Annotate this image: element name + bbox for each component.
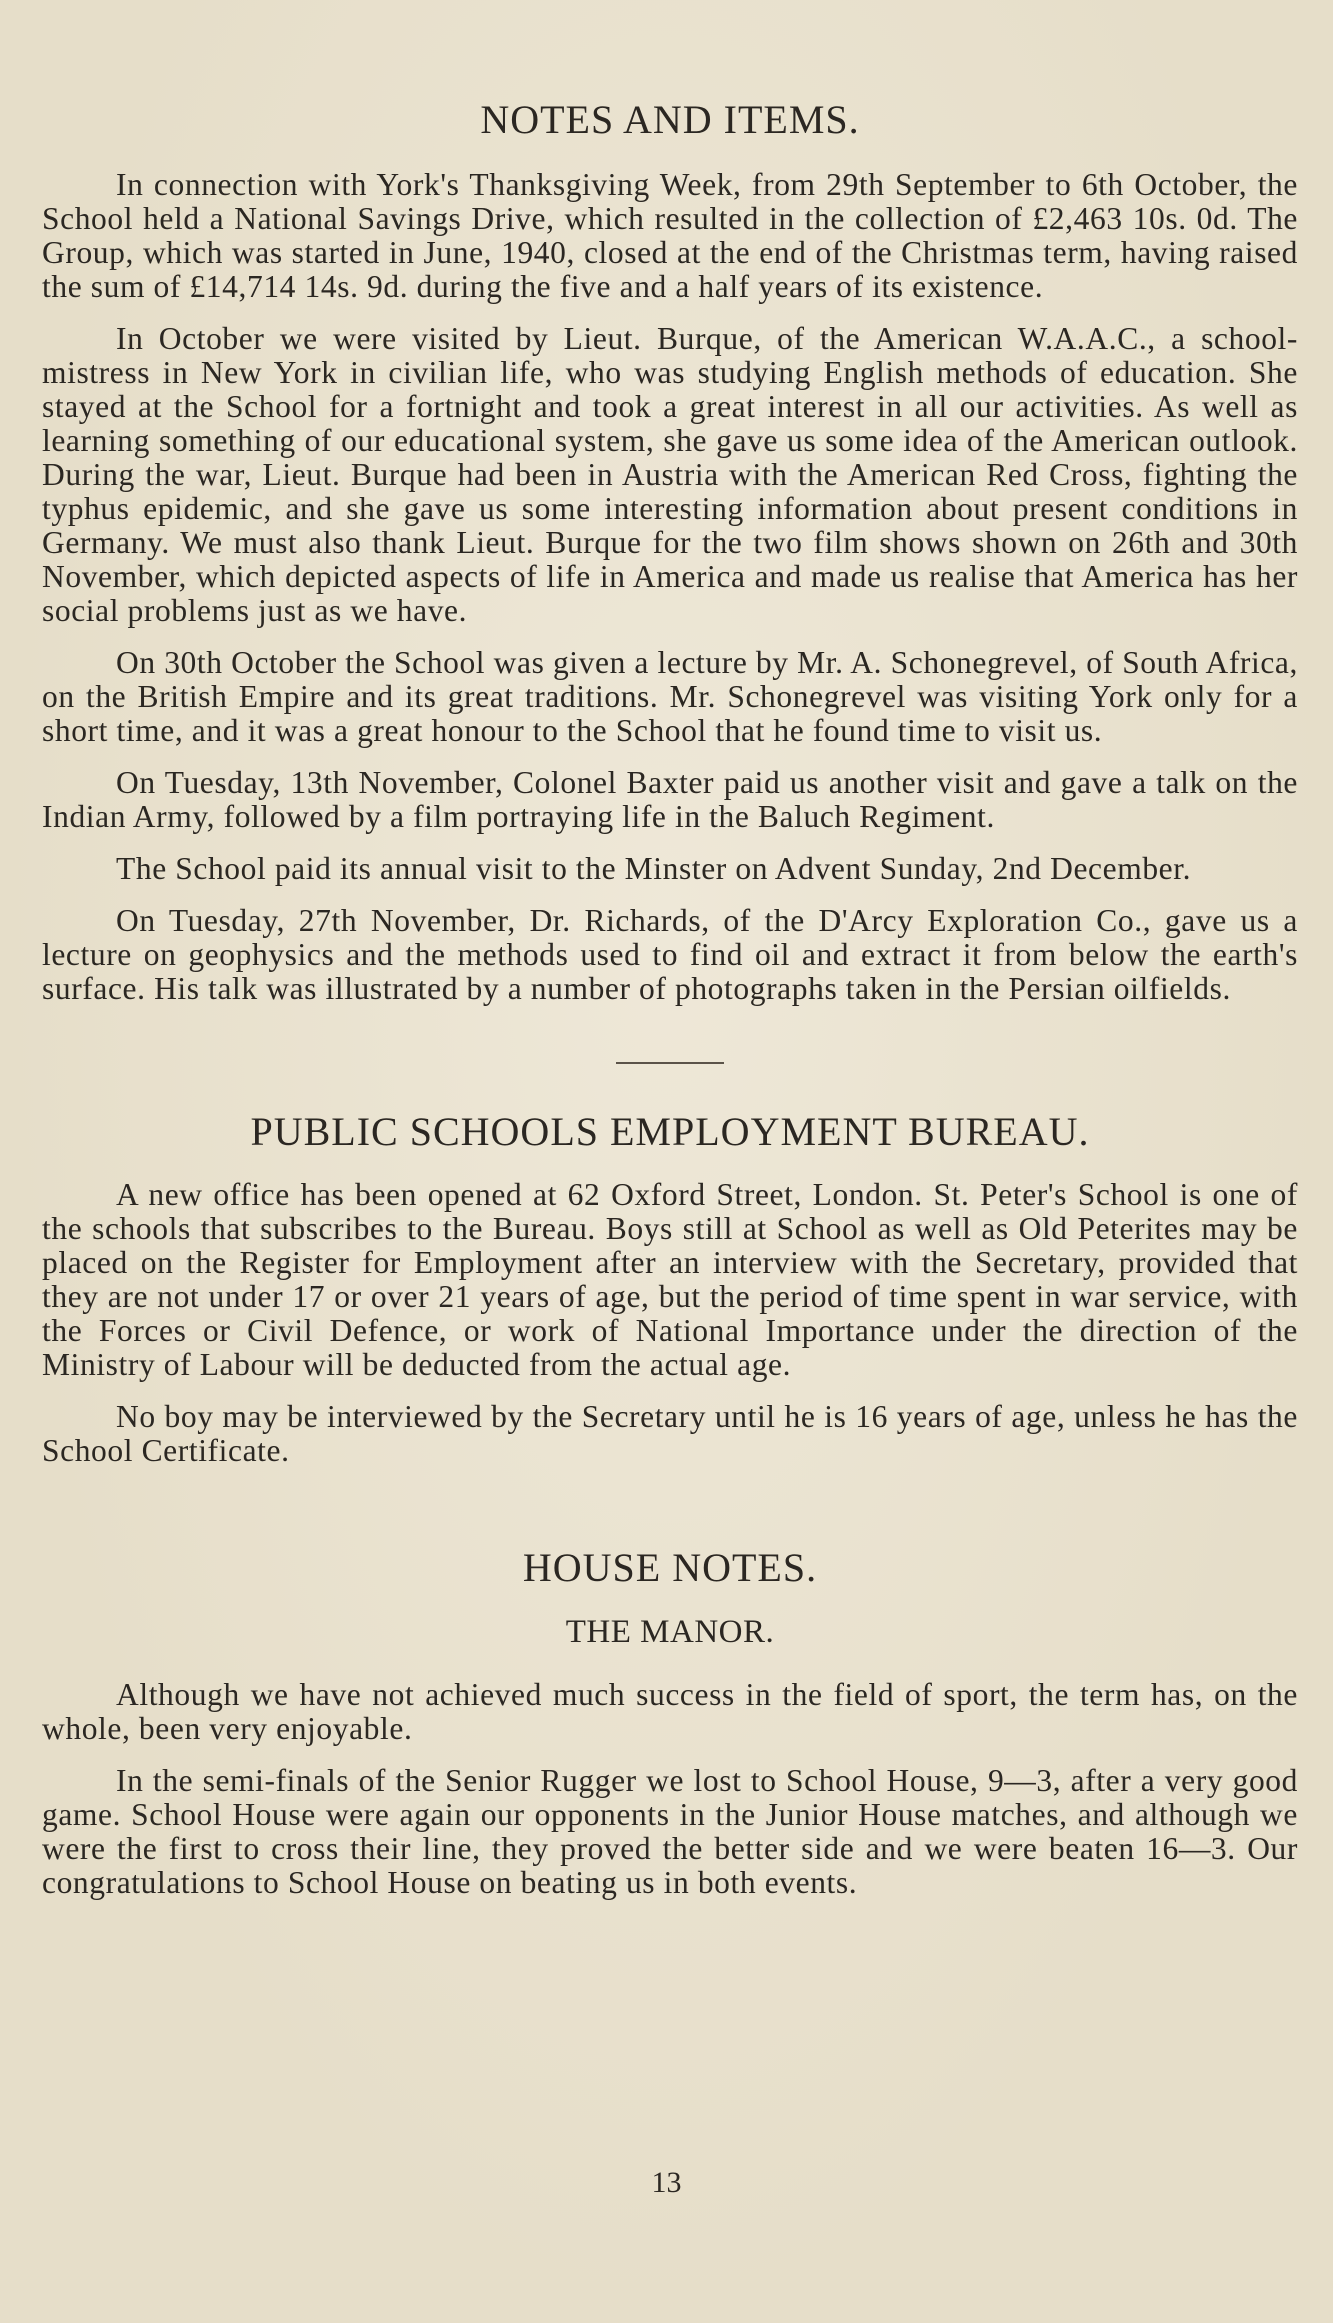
notes-paragraph-3: On 30th October the School was given a lecture by Mr. A. Schonegrevel, of South Africa, on the British Empire and its great traditions. Mr. Schonegrevel was visiting York only for a short time, and it was a great honour to the School that he found time to visit us. — [42, 645, 1298, 748]
notes-and-items-heading: NOTES AND ITEMS. — [480, 97, 860, 142]
the-manor-heading: THE MANOR. — [565, 1614, 775, 1650]
notes-paragraph-2: In October we were visited by Lieut. Burque, of the American W.A.A.C., a school-mistress in New York in civilian life, who was studying English methods of education. She stayed at the School for a fortnight and took a great interest in all our activities. As well as learning something of our educational system, she gave us some idea of the American outlook. During the war, Lieut. Burque had been in Austria with the American Red Cross, fighting the typhus epidemic, and she gave us some interesting information about present conditions in Germany. We must also thank Lieut. Burque for the two film shows shown on 26th and 30th November, which depicted aspects of life in America and made us realise that America has her social problems just as we have. — [42, 321, 1298, 628]
page-content — [42, 96, 1298, 1900]
employment-bureau-heading: PUBLIC SCHOOLS EMPLOYMENT BUREAU. — [250, 1109, 1090, 1154]
manor-paragraph-2: In the semi-finals of the Senior Rugger we lost to School House, 9—3, after a very good game. School House were again our opponents in the Junior House matches, and although we were the first to cross their line, they proved the better side and we were beaten 16—3. Our congratulations to School House on beating us in both events. — [42, 1763, 1298, 1900]
bureau-paragraph-2: No boy may be interviewed by the Secretary until he is 16 years of age, unless he has the School Certificate. — [42, 1399, 1298, 1468]
manor-paragraph-1: Although we have not achieved much success in the field of sport, the term has, on the whole, been very enjoyable. — [42, 1677, 1298, 1746]
notes-paragraph-5: The School paid its annual visit to the Minster on Advent Sunday, 2nd December. — [116, 851, 1192, 886]
bureau-paragraph-1: A new office has been opened at 62 Oxford Street, London. St. Peter's School is one of the schools that subscribes to the Bureau. Boys still at School as well as Old Peterites may be placed on the Register for Employment after an interview with the Secretary, provided that they are not under 17 or over 21 years of age, but the period of time spent in war service, with the Forces or Civil Defence, or work of National Importance under the direction of the Ministry of Labour will be deducted from the actual age. — [42, 1177, 1298, 1382]
notes-paragraph-1: In connection with York's Thanksgiving Week, from 29th September to 6th October, the School held a National Savings Drive, which resulted in the collection of £2,463 10s. 0d. The Group, which was started in June, 1940, closed at the end of the Christmas term, having raised the sum of £14,714 14s. 9d. during the five and a half years of its existence. — [42, 167, 1298, 304]
house-notes-heading: HOUSE NOTES. — [522, 1545, 818, 1590]
notes-paragraph-4: On Tuesday, 13th November, Colonel Baxter paid us another visit and gave a talk on the Indian Army, followed by a film portraying life in the Baluch Regiment. — [42, 765, 1298, 834]
page-number: 13 — [651, 2166, 682, 2199]
notes-paragraph-6: On Tuesday, 27th November, Dr. Richards, of the D'Arcy Exploration Co., gave us a lecture on geophysics and the methods used to find oil and extract it from below the earth's surface. His talk was illustrated by a number of photographs taken in the Persian oilfields. — [42, 903, 1298, 1006]
